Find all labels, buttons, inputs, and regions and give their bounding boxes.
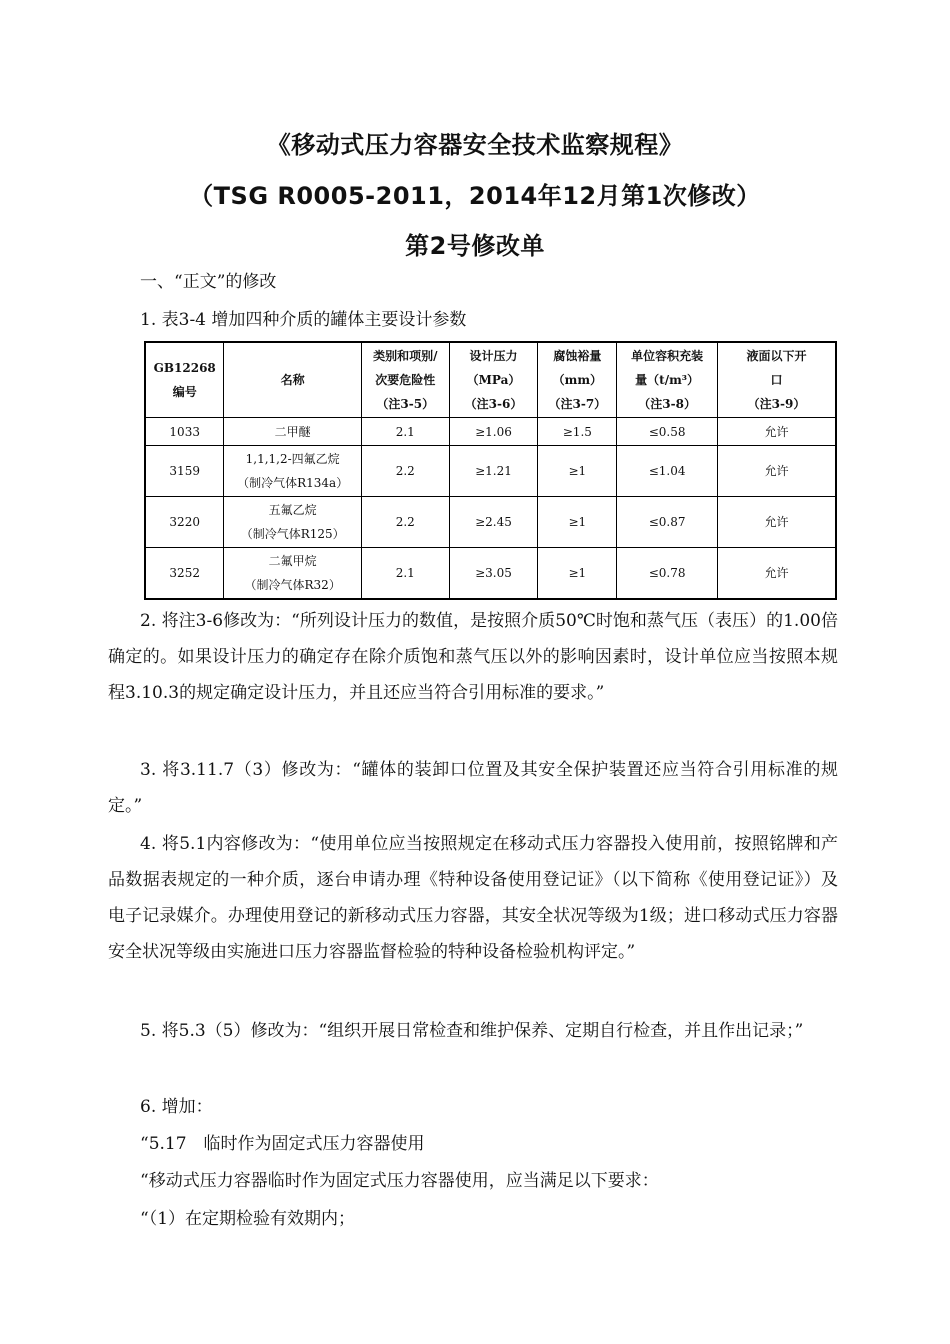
- cell-corrosion: ≥1.5: [538, 418, 617, 446]
- cell-fill: ≤1.04: [617, 446, 718, 497]
- cell-fill: ≤0.87: [617, 497, 718, 548]
- cell-code: 1033: [145, 418, 224, 446]
- cell-class: 2.2: [361, 497, 449, 548]
- table-row: [145, 497, 836, 548]
- item6-clause-intro: “移动式压力容器临时作为固定式压力容器使用，应当满足以下要求：: [140, 1171, 659, 1191]
- document-subtitle: （TSG R0005-2011，2014年12月第1次修改）: [189, 182, 761, 210]
- cell-corrosion: ≥1: [538, 446, 617, 497]
- cell-name: 二甲醚: [224, 418, 362, 446]
- cell-class: 2.2: [361, 446, 449, 497]
- cell-code: 3159: [145, 446, 224, 497]
- header-opening: 液面以下开 口 （注3-9）: [717, 342, 836, 418]
- cell-pressure: ≥2.45: [449, 497, 538, 548]
- design-parameter-table: [144, 341, 837, 600]
- cell-pressure: ≥1.06: [449, 418, 538, 446]
- header-class: 类别和项别/ 次要危险性 （注3-5）: [361, 342, 449, 418]
- table-row: [145, 548, 836, 600]
- amendment-title: 第2号修改单: [405, 232, 545, 260]
- cell-pressure: ≥3.05: [449, 548, 538, 600]
- cell-fill: ≤0.58: [617, 418, 718, 446]
- cell-opening: 允许: [717, 497, 836, 548]
- item2-paragraph: 2. 将注3-6修改为：“所列设计压力的数值，是按照介质50℃时饱和蒸气压（表压）的1.00倍确定的。如果设计压力的确定存在除介质饱和蒸气压以外的影响因素时，设计单位应当按照本规程3.10.3的规定确定设计压力，并且还应当符合引用标准的要求。”: [108, 611, 838, 703]
- header-name: 名称: [224, 342, 362, 418]
- cell-code: 3252: [145, 548, 224, 600]
- cell-corrosion: ≥1: [538, 497, 617, 548]
- header-corrosion: 腐蚀裕量 （mm） （注3-7）: [538, 342, 617, 418]
- cell-opening: 允许: [717, 446, 836, 497]
- cell-name: 五氟乙烷 （制冷气体R125）: [224, 497, 362, 548]
- cell-pressure: ≥1.21: [449, 446, 538, 497]
- item4-paragraph: 4. 将5.1内容修改为：“使用单位应当按照规定在移动式压力容器投入使用前，按照铭牌和产品数据表规定的一种介质，逐台申请办理《特种设备使用登记证》（以下简称《使用登记证》）及电子记录媒介。办理使用登记的新移动式压力容器，其安全状况等级为1级；进口移动式压力容器安全状况等级由实施进口压力容器监督检验的特种设备检验机构评定。”: [108, 834, 838, 962]
- header-code: GB12268 编号: [145, 342, 224, 418]
- item6-clause-title: “5.17 临时作为固定式压力容器使用: [140, 1134, 425, 1154]
- item5-paragraph: 5. 将5.3（5）修改为：“组织开展日常检查和维护保养、定期自行检查，并且作出记录；”: [140, 1021, 804, 1041]
- cell-opening: 允许: [717, 548, 836, 600]
- cell-opening: 允许: [717, 418, 836, 446]
- cell-class: 2.1: [361, 548, 449, 600]
- cell-class: 2.1: [361, 418, 449, 446]
- item3-paragraph: 3. 将3.11.7（3）修改为：“罐体的装卸口位置及其安全保护装置还应当符合引用标准的规定。”: [108, 760, 838, 816]
- cell-corrosion: ≥1: [538, 548, 617, 600]
- section-heading: 一、“正文”的修改: [140, 272, 277, 292]
- table-row: [145, 446, 836, 497]
- cell-name: 二氟甲烷 （制冷气体R32）: [224, 548, 362, 600]
- table-header-row: [145, 342, 836, 418]
- header-pressure: 设计压力 （MPa） （注3-6）: [449, 342, 538, 418]
- header-fill: 单位容积充装 量（t/m³） （注3-8）: [617, 342, 718, 418]
- table-row: [145, 418, 836, 446]
- item6-clause-req1: “（1）在定期检验有效期内；: [140, 1209, 356, 1229]
- document-title: 《移动式压力容器安全技术监察规程》: [266, 131, 684, 159]
- cell-code: 3220: [145, 497, 224, 548]
- item6-heading: 6. 增加：: [140, 1097, 213, 1117]
- item1-heading: 1. 表3-4 增加四种介质的罐体主要设计参数: [140, 310, 467, 330]
- cell-name: 1,1,1,2-四氟乙烷 （制冷气体R134a）: [224, 446, 362, 497]
- cell-fill: ≤0.78: [617, 548, 718, 600]
